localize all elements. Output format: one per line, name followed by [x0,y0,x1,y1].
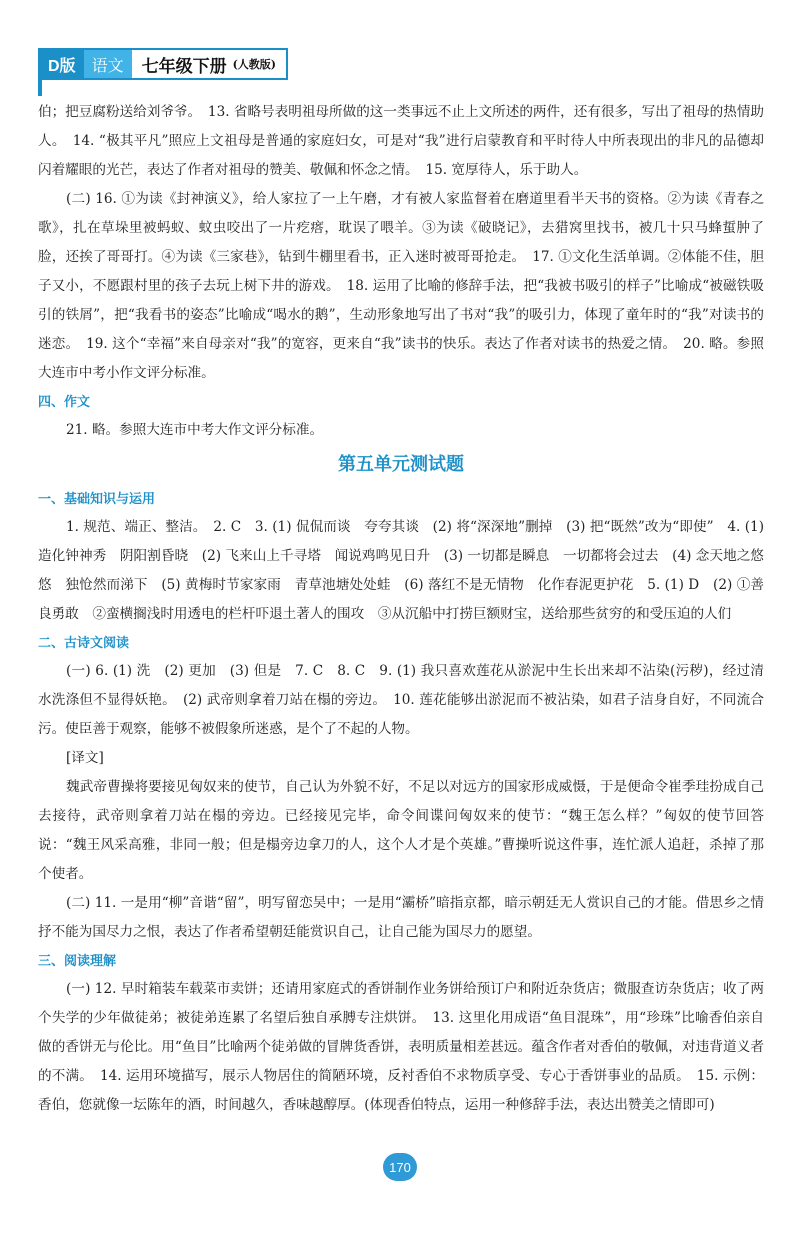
paragraph-section-2: (二) 16. ①为读《封神演义》，给人家拉了一上午磨，才有被人家监督着在磨道里看半天书的资格。②为读《青春之歌》，扎在草垛里被蚂蚁、蚊虫咬出了一片疙瘩，耽误了喂羊。③为读《破晓记》，去猎窝里找书，被几十只马蜂蜇肿了脸，还挨了哥哥打。④为读《三家巷》，钻到牛棚里看书，正入迷时被哥哥抢走。 17. ①文化生活单调。②体能不佳，胆子又小，不愿跟村里的孩子去玩上树下井的游戏。 18. 运用了比喻的修辞手法，把“我被书吸引的样子”比喻成“被磁铁吸引的铁屑”，把“我看书的姿态”比喻成“喝水的鹅”，生动形象地写出了书对“我”的吸引力，体现了童年时的“我”对读书的迷恋。 19. 这个“幸福”来自母亲对“我”的宽容，更来自“我”读书的快乐。表达了作者对读书的热爱之情。 20. 略。参照大连市中考小作文评分标准。 [38,191,764,381]
paragraph-composition: 21. 略。参照大连市中考大作文评分标准。 [66,422,324,438]
paragraph-translation: 魏武帝曹操将要接见匈奴来的使节，自己认为外貌不好，不足以对远方的国家形成威慑，于是便命令崔季珪扮成自己去接待，武帝则拿着刀站在榻的旁边。已经接见完毕，命令间谍问匈奴来的使节：“魏王怎么样？”匈奴的使节回答说：“魏王风采高雅，非同一般；但是榻旁边拿刀的人，这个人才是个英雄。”曹操听说这件事，连忙派人追赶，杀掉了那个使者。 [38,779,764,882]
paragraph-poem-analysis: (二) 11. 一是用“柳”音谐“留”，明写留恋吴中；一是用“灞桥”暗指京都，暗示朝廷无人赏识自己的才能。借思乡之情抒不能为国尽力之恨，表达了作者希望朝廷能赏识自己，让自己能为国尽力的愿望。 [38,895,764,940]
paragraph-reading: (一) 12. 早时箱装车载菜市卖饼；还请用家庭式的香饼制作业务饼给预订户和附近杂货店；微服查访杂货店；收了两个失学的少年做徒弟；被徒弟连累了名望后独自承膊专注烘饼。 13. 这里化用成语“鱼目混珠”，用“珍珠”比喻香伯亲自做的香饼无与伦比。用“鱼目”比喻两个徒弟做的冒牌货香饼，表明质量相差甚远。蕴含作者对香伯的敬佩，对违背道义者的不满。 14. 运用环境描写，展示人物居住的简陋环境，反衬香伯不求物质享受、专心于香饼事业的品质。 15. 示例：香伯，您就像一坛陈年的酒，时间越久，香味越醇厚。(体现香伯特点，运用一种修辞手法，表达出赞美之情即可) [38,981,764,1113]
subject-badge: 语文 [84,50,132,78]
translation-label: [译文] [66,750,104,766]
unit-title: 第五单元测试题 [338,454,464,475]
grade-title [132,50,286,78]
section-heading-composition: 四、作文 [38,394,91,409]
header-accent-bar [38,78,42,96]
page-number: 170 [383,1153,417,1181]
version-label: (人教版) [232,58,276,71]
grade-label: 七年级下册 [141,56,227,77]
answer-content [38,98,764,1120]
book-header [38,48,288,80]
section-heading-reading: 三、阅读理解 [38,953,117,968]
paragraph-continued: 伯；把豆腐粉送给刘爷爷。 13. 省略号表明祖母所做的这一类事远不止上文所述的两件，还有很多，写出了祖母的热情助人。 14. “极其平凡”照应上文祖母是普通的家庭妇女，可是对“我”进行启蒙教育和平时待人中所表现出的非凡的品德却闪着耀眼的光芒，表达了作者对祖母的赞美、敬佩和怀念之情。 15. 宽厚待人，乐于助人。 [38,104,765,178]
paragraph-basics: 1. 规范、端正、整洁。 2. C 3. (1) 侃侃而谈 夸夸其谈 (2) 将“深深地”删掉 (3) 把“既然”改为“即使” 4. (1) 造化钟神秀 阴阳割昏晓 (2) 飞来山上千寻塔 闻说鸡鸣见日升 (3) 一切都是瞬息 一切都将会过去 (4) 念天地之悠悠 独怆然而涕下 (5) 黄梅时节家家雨 青草池塘处处蛙 (6) 落红不是无情物 化作春泥更护花 5. (1) D (2) ①善良勇敢 ②蛮横搁浅时用透电的栏杆吓退土著人的围攻 ③从沉船中打捞巨额财宝，送给那些贫穷的和受压迫的人们 [38,519,764,622]
edition-badge: D版 [40,50,84,78]
paragraph-classics: (一) 6. (1) 洗 (2) 更加 (3) 但是 7. C 8. C 9. (1) 我只喜欢莲花从淤泥中生长出来却不沾染(污秽)，经过清水洗涤但不显得妖艳。 (2) 武帝则拿着刀站在榻的旁边。 10. 莲花能够出淤泥而不被沾染，如君子洁身自好，不同流合污。使臣善于观察，能够不被假象所迷惑，是个了不起的人物。 [38,663,764,737]
section-heading-basics: 一、基础知识与运用 [38,491,156,506]
section-heading-classics: 二、古诗文阅读 [38,635,130,650]
